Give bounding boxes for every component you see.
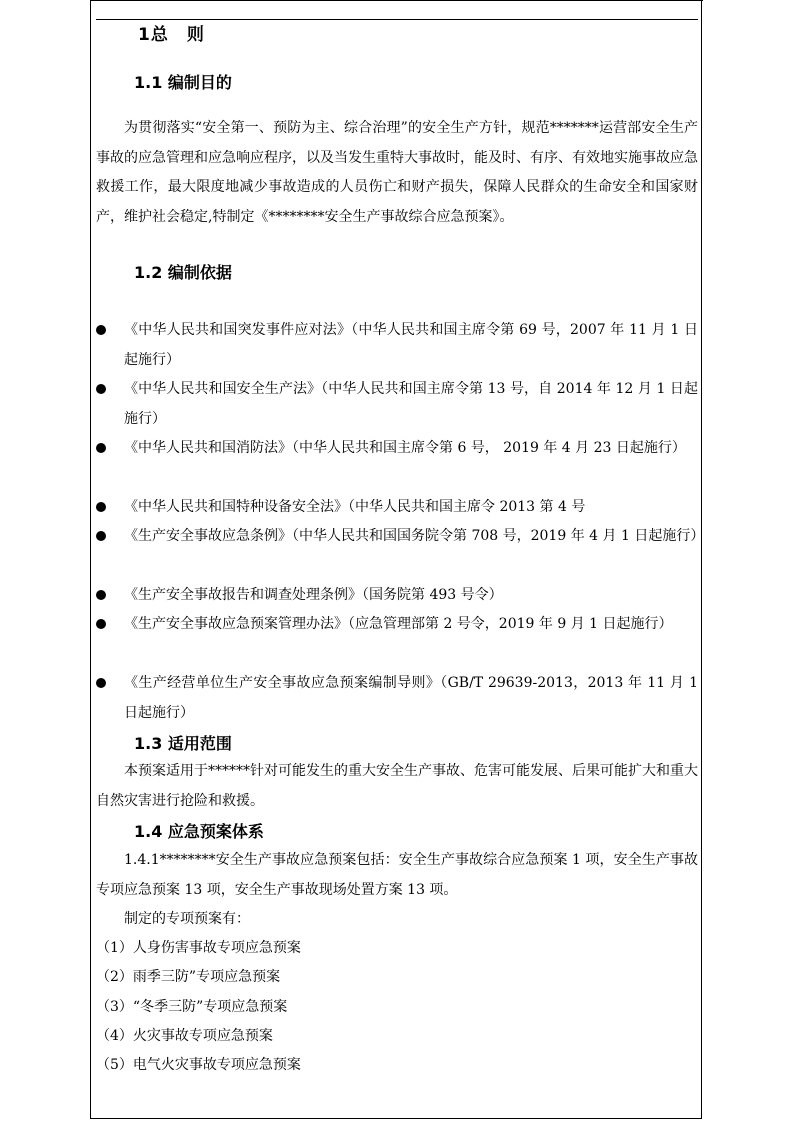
- section-heading-1-2: 1.2 编制依据: [134, 263, 232, 282]
- bullet-icon: [96, 502, 106, 512]
- bullet-icon: [96, 384, 106, 394]
- bullet-icon: [96, 678, 106, 688]
- chapter-title: 1总 则: [138, 25, 205, 45]
- plan-list-item: （2）雨季三防”专项应急预案: [96, 969, 281, 985]
- plan-list-intro: 制定的专项预案有：: [124, 911, 250, 927]
- section-heading-1-3: 1.3 适用范围: [134, 734, 232, 753]
- section-heading-1-4: 1.4 应急预案体系: [134, 822, 264, 841]
- bullet-icon: [96, 619, 106, 629]
- plan-list-item: （4）火灾事故专项应急预案: [96, 1028, 273, 1044]
- section-heading-1-1: 1.1 编制目的: [134, 73, 232, 92]
- bullet-icon: [96, 590, 106, 600]
- section-1-1-paragraph: 为贯彻落实“安全第一、预防为主、综合治理”的安全生产方针，规范*******运营部安全生产事故的应急管理和应急响应程序，以及当发生重特大事故时，能及时、有序、有效地实施事故应急救援工作，最大限度地减少事故造成的人员伤亡和财产损失，保障人民群众的生命安全和国家财产，维护社会稳定,特制定《********安全生产事故综合应急预案》。: [96, 120, 698, 225]
- bullet-icon: [96, 325, 106, 335]
- section-1-4-paragraph: 1.4.1********安全生产事故应急预案包括：安全生产事故综合应急预案 1 项，安全生产事故专项应急预案 13 项，安全生产事故现场处置方案 13 项。: [96, 852, 698, 898]
- plan-list-item: （1）人身伤害事故专项应急预案: [96, 940, 301, 956]
- bullet-icon: [96, 531, 106, 541]
- plan-list-item: （5）电气火灾事故专项应急预案: [96, 1057, 301, 1073]
- plan-list-item: （3）“冬季三防”专项应急预案: [96, 999, 288, 1015]
- section-1-3-paragraph: 本预案适用于******针对可能发生的重大安全生产事故、危害可能发展、后果可能扩大和重大自然灾害进行抢险和救援。: [96, 763, 698, 809]
- bullet-icon: [96, 443, 106, 453]
